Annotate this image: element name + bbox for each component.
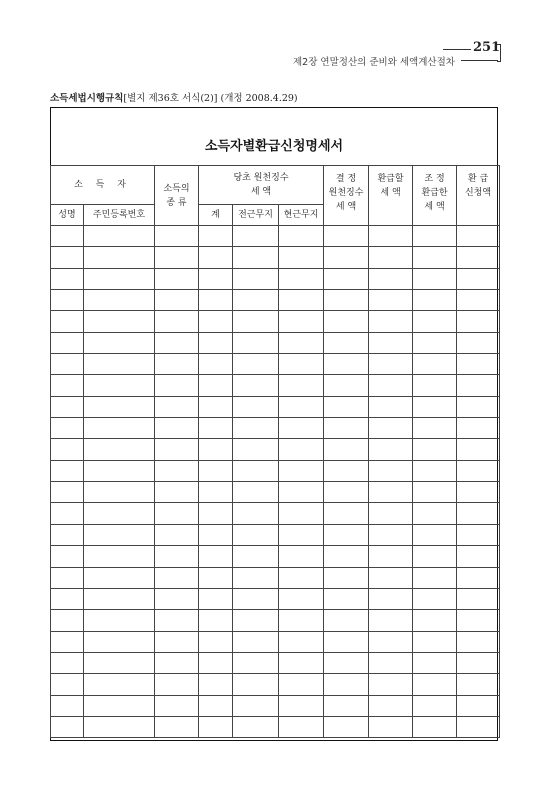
blank-cell-refund-tax[interactable] (369, 652, 413, 673)
blank-cell-refund-tax[interactable] (369, 247, 413, 268)
blank-cell-adjusted-refund[interactable] (413, 418, 457, 439)
blank-cell-refund-claim[interactable] (457, 247, 500, 268)
table-row (51, 695, 500, 716)
blank-cell-previous-work[interactable] (233, 268, 279, 289)
blank-cell-resident-id[interactable] (84, 610, 155, 631)
page-number: 251 (473, 40, 501, 55)
blank-cell-refund-tax[interactable] (369, 482, 413, 503)
header-current-work: 현근무지 (279, 205, 324, 226)
blank-cell-previous-work[interactable] (233, 226, 279, 247)
blank-cell-refund-tax[interactable] (369, 396, 413, 417)
blank-cell-decided-tax[interactable] (324, 588, 369, 609)
blank-cell-income-type[interactable] (155, 311, 199, 332)
blank-cell-resident-id[interactable] (84, 332, 155, 353)
blank-cell-current-work[interactable] (279, 588, 324, 609)
table-row (51, 588, 500, 609)
blank-cell-refund-claim[interactable] (457, 482, 500, 503)
blank-cell-decided-tax[interactable] (324, 631, 369, 652)
blank-cell-refund-tax[interactable] (369, 290, 413, 311)
blank-cell-refund-tax[interactable] (369, 588, 413, 609)
blank-cell-resident-id[interactable] (84, 375, 155, 396)
table-row (51, 631, 500, 652)
blank-cell-refund-tax[interactable] (369, 503, 413, 524)
blank-cell-adjusted-refund[interactable] (413, 503, 457, 524)
blank-cell-adjusted-refund[interactable] (413, 482, 457, 503)
blank-cell-current-work[interactable] (279, 439, 324, 460)
blank-cell-total[interactable] (199, 460, 233, 481)
blank-cell-name[interactable] (51, 418, 84, 439)
table-row (51, 567, 500, 588)
blank-cell-refund-tax[interactable] (369, 695, 413, 716)
blank-cell-current-work[interactable] (279, 716, 324, 737)
blank-cell-decided-tax[interactable] (324, 482, 369, 503)
blank-cell-name[interactable] (51, 247, 84, 268)
blank-cell-previous-work[interactable] (233, 674, 279, 695)
blank-cell-refund-claim[interactable] (457, 652, 500, 673)
blank-cell-current-work[interactable] (279, 354, 324, 375)
blank-cell-resident-id[interactable] (84, 695, 155, 716)
header-rule-bottom (461, 60, 498, 61)
blank-cell-income-type[interactable] (155, 631, 199, 652)
blank-cell-refund-tax[interactable] (369, 610, 413, 631)
blank-cell-name[interactable] (51, 290, 84, 311)
blank-cell-adjusted-refund[interactable] (413, 524, 457, 545)
blank-cell-income-type[interactable] (155, 268, 199, 289)
blank-cell-current-work[interactable] (279, 503, 324, 524)
blank-cell-adjusted-refund[interactable] (413, 674, 457, 695)
blank-cell-current-work[interactable] (279, 332, 324, 353)
blank-cell-total[interactable] (199, 482, 233, 503)
blank-cell-refund-claim[interactable] (457, 290, 500, 311)
blank-cell-total[interactable] (199, 567, 233, 588)
law-name: 소득세법시행규칙 (50, 93, 124, 104)
blank-cell-adjusted-refund[interactable] (413, 226, 457, 247)
blank-cell-name[interactable] (51, 226, 84, 247)
blank-cell-adjusted-refund[interactable] (413, 567, 457, 588)
blank-cell-refund-claim[interactable] (457, 396, 500, 417)
header-previous-work: 전근무지 (233, 205, 279, 226)
blank-cell-total[interactable] (199, 588, 233, 609)
table-row (51, 290, 500, 311)
blank-cell-decided-tax[interactable] (324, 247, 369, 268)
blank-cell-current-work[interactable] (279, 311, 324, 332)
blank-cell-current-work[interactable] (279, 610, 324, 631)
blank-cell-decided-tax[interactable] (324, 332, 369, 353)
blank-cell-resident-id[interactable] (84, 567, 155, 588)
blank-cell-previous-work[interactable] (233, 610, 279, 631)
blank-cell-name[interactable] (51, 396, 84, 417)
blank-cell-adjusted-refund[interactable] (413, 247, 457, 268)
blank-cell-resident-id[interactable] (84, 524, 155, 545)
blank-cell-refund-tax[interactable] (369, 226, 413, 247)
blank-cell-refund-tax[interactable] (369, 332, 413, 353)
table-row (51, 396, 500, 417)
blank-cell-name[interactable] (51, 460, 84, 481)
table-row (51, 375, 500, 396)
table-row (51, 524, 500, 545)
blank-cell-current-work[interactable] (279, 418, 324, 439)
blank-cell-total[interactable] (199, 247, 233, 268)
blank-cell-previous-work[interactable] (233, 354, 279, 375)
blank-cell-current-work[interactable] (279, 375, 324, 396)
blank-cell-resident-id[interactable] (84, 482, 155, 503)
header-row-1 (51, 166, 500, 205)
blank-cell-income-type[interactable] (155, 503, 199, 524)
blank-cell-refund-claim[interactable] (457, 439, 500, 460)
blank-cell-refund-claim[interactable] (457, 226, 500, 247)
blank-cell-income-type[interactable] (155, 610, 199, 631)
table-row (51, 226, 500, 247)
blank-cell-name[interactable] (51, 567, 84, 588)
blank-cell-income-type[interactable] (155, 332, 199, 353)
blank-cell-decided-tax[interactable] (324, 354, 369, 375)
blank-cell-previous-work[interactable] (233, 546, 279, 567)
blank-cell-total[interactable] (199, 439, 233, 460)
blank-cell-resident-id[interactable] (84, 418, 155, 439)
blank-cell-refund-claim[interactable] (457, 524, 500, 545)
blank-cell-refund-tax[interactable] (369, 460, 413, 481)
blank-cell-name[interactable] (51, 610, 84, 631)
blank-cell-adjusted-refund[interactable] (413, 268, 457, 289)
blank-cell-refund-claim[interactable] (457, 631, 500, 652)
table-row (51, 503, 500, 524)
blank-cell-name[interactable] (51, 631, 84, 652)
table-row (51, 674, 500, 695)
blank-cell-name[interactable] (51, 482, 84, 503)
blank-cell-decided-tax[interactable] (324, 290, 369, 311)
blank-cell-income-type[interactable] (155, 226, 199, 247)
blank-cell-resident-id[interactable] (84, 652, 155, 673)
header-refund-tax: 환급할 세 액 (369, 166, 413, 226)
blank-cell-previous-work[interactable] (233, 503, 279, 524)
blank-cell-total[interactable] (199, 524, 233, 545)
blank-cell-name[interactable] (51, 716, 84, 737)
blank-cell-resident-id[interactable] (84, 268, 155, 289)
blank-cell-income-type[interactable] (155, 482, 199, 503)
blank-cell-refund-claim[interactable] (457, 503, 500, 524)
blank-cell-refund-tax[interactable] (369, 674, 413, 695)
blank-cell-decided-tax[interactable] (324, 674, 369, 695)
header-rule-top (443, 49, 471, 50)
blank-cell-current-work[interactable] (279, 226, 324, 247)
blank-cell-refund-claim[interactable] (457, 716, 500, 737)
blank-cell-name[interactable] (51, 524, 84, 545)
header-total: 계 (199, 205, 233, 226)
blank-cell-previous-work[interactable] (233, 631, 279, 652)
blank-cell-decided-tax[interactable] (324, 268, 369, 289)
blank-cell-adjusted-refund[interactable] (413, 290, 457, 311)
chapter-title: 제2장 연말정산의 준비와 세액계산절차 (293, 57, 455, 68)
header-decided-tax: 결 정 원천징수 세 액 (324, 166, 369, 226)
table-row (51, 439, 500, 460)
blank-cell-total[interactable] (199, 418, 233, 439)
blank-cell-income-type[interactable] (155, 546, 199, 567)
blank-cell-refund-tax[interactable] (369, 546, 413, 567)
blank-cell-decided-tax[interactable] (324, 546, 369, 567)
blank-cell-resident-id[interactable] (84, 460, 155, 481)
blank-cell-resident-id[interactable] (84, 674, 155, 695)
blank-cell-refund-tax[interactable] (369, 439, 413, 460)
blank-cell-adjusted-refund[interactable] (413, 546, 457, 567)
blank-cell-refund-tax[interactable] (369, 567, 413, 588)
blank-cell-decided-tax[interactable] (324, 503, 369, 524)
blank-cell-current-work[interactable] (279, 567, 324, 588)
blank-cell-current-work[interactable] (279, 460, 324, 481)
blank-cell-total[interactable] (199, 332, 233, 353)
blank-cell-refund-claim[interactable] (457, 268, 500, 289)
blank-cell-adjusted-refund[interactable] (413, 375, 457, 396)
blank-cell-refund-claim[interactable] (457, 610, 500, 631)
blank-cell-total[interactable] (199, 354, 233, 375)
blank-cell-previous-work[interactable] (233, 695, 279, 716)
blank-cell-income-type[interactable] (155, 439, 199, 460)
form-title: 소득자별환급신청명세서 (204, 139, 344, 154)
blank-cell-previous-work[interactable] (233, 375, 279, 396)
blank-cell-name[interactable] (51, 503, 84, 524)
blank-cell-resident-id[interactable] (84, 546, 155, 567)
blank-cell-refund-claim[interactable] (457, 375, 500, 396)
blank-cell-refund-claim[interactable] (457, 567, 500, 588)
header-income-earner: 소 득 자 (51, 166, 155, 205)
blank-cell-income-type[interactable] (155, 652, 199, 673)
blank-cell-previous-work[interactable] (233, 567, 279, 588)
blank-cell-income-type[interactable] (155, 418, 199, 439)
blank-cell-resident-id[interactable] (84, 354, 155, 375)
blank-cell-total[interactable] (199, 396, 233, 417)
blank-cell-refund-claim[interactable] (457, 332, 500, 353)
blank-cell-decided-tax[interactable] (324, 567, 369, 588)
blank-cell-adjusted-refund[interactable] (413, 695, 457, 716)
blank-cell-refund-claim[interactable] (457, 418, 500, 439)
form-appendix-number: [별지 제36호 서식(2)] (개정 2008.4.29) (123, 93, 298, 104)
blank-cell-refund-tax[interactable] (369, 311, 413, 332)
blank-cell-decided-tax[interactable] (324, 226, 369, 247)
table-row (51, 482, 500, 503)
blank-cell-name[interactable] (51, 268, 84, 289)
blank-cell-name[interactable] (51, 311, 84, 332)
blank-cell-adjusted-refund[interactable] (413, 332, 457, 353)
blank-cell-refund-claim[interactable] (457, 311, 500, 332)
blank-cell-total[interactable] (199, 674, 233, 695)
blank-cell-previous-work[interactable] (233, 439, 279, 460)
blank-cell-total[interactable] (199, 610, 233, 631)
table-row (51, 546, 500, 567)
form-reference (50, 90, 298, 104)
blank-cell-previous-work[interactable] (233, 524, 279, 545)
blank-cell-resident-id[interactable] (84, 631, 155, 652)
blank-cell-total[interactable] (199, 226, 233, 247)
blank-cell-name[interactable] (51, 588, 84, 609)
blank-cell-decided-tax[interactable] (324, 375, 369, 396)
blank-cell-name[interactable] (51, 674, 84, 695)
blank-cell-total[interactable] (199, 290, 233, 311)
blank-cell-income-type[interactable] (155, 375, 199, 396)
blank-cell-resident-id[interactable] (84, 247, 155, 268)
blank-cell-total[interactable] (199, 716, 233, 737)
blank-cell-income-type[interactable] (155, 354, 199, 375)
blank-cell-resident-id[interactable] (84, 588, 155, 609)
refund-claim-table (50, 165, 500, 738)
header-adjusted-refund: 조 정 환급한 세 액 (413, 166, 457, 226)
blank-cell-current-work[interactable] (279, 524, 324, 545)
blank-cell-refund-tax[interactable] (369, 268, 413, 289)
blank-cell-name[interactable] (51, 695, 84, 716)
blank-cell-refund-tax[interactable] (369, 375, 413, 396)
blank-cell-refund-tax[interactable] (369, 354, 413, 375)
blank-cell-refund-claim[interactable] (457, 674, 500, 695)
blank-cell-resident-id[interactable] (84, 503, 155, 524)
header-refund-claim: 환 급 신청액 (457, 166, 500, 226)
header-withholding-tax: 당초 원천징수 세 액 (199, 166, 324, 205)
blank-cell-adjusted-refund[interactable] (413, 716, 457, 737)
blank-cell-total[interactable] (199, 652, 233, 673)
blank-cell-current-work[interactable] (279, 247, 324, 268)
blank-cell-current-work[interactable] (279, 546, 324, 567)
blank-cell-adjusted-refund[interactable] (413, 652, 457, 673)
blank-cell-refund-claim[interactable] (457, 460, 500, 481)
blank-cell-total[interactable] (199, 268, 233, 289)
blank-cell-total[interactable] (199, 546, 233, 567)
blank-cell-income-type[interactable] (155, 567, 199, 588)
blank-cell-name[interactable] (51, 332, 84, 353)
blank-cell-previous-work[interactable] (233, 247, 279, 268)
header-income-type: 소득의 종 류 (155, 166, 199, 226)
blank-cell-decided-tax[interactable] (324, 311, 369, 332)
blank-cell-adjusted-refund[interactable] (413, 439, 457, 460)
blank-cell-decided-tax[interactable] (324, 439, 369, 460)
blank-cell-adjusted-refund[interactable] (413, 396, 457, 417)
table-row (51, 716, 500, 737)
table-row (51, 311, 500, 332)
blank-cell-resident-id[interactable] (84, 716, 155, 737)
blank-cell-income-type[interactable] (155, 716, 199, 737)
blank-cell-current-work[interactable] (279, 268, 324, 289)
blank-cell-refund-claim[interactable] (457, 546, 500, 567)
blank-cell-income-type[interactable] (155, 674, 199, 695)
blank-cell-previous-work[interactable] (233, 588, 279, 609)
blank-cell-name[interactable] (51, 439, 84, 460)
blank-cell-income-type[interactable] (155, 396, 199, 417)
blank-cell-total[interactable] (199, 631, 233, 652)
blank-cell-resident-id[interactable] (84, 290, 155, 311)
blank-cell-adjusted-refund[interactable] (413, 631, 457, 652)
blank-cell-adjusted-refund[interactable] (413, 588, 457, 609)
blank-cell-current-work[interactable] (279, 482, 324, 503)
blank-cell-refund-tax[interactable] (369, 524, 413, 545)
blank-cell-previous-work[interactable] (233, 652, 279, 673)
table-row (51, 652, 500, 673)
table-row (51, 247, 500, 268)
blank-cell-decided-tax[interactable] (324, 396, 369, 417)
blank-cell-current-work[interactable] (279, 674, 324, 695)
blank-cell-current-work[interactable] (279, 695, 324, 716)
blank-cell-current-work[interactable] (279, 290, 324, 311)
blank-cell-total[interactable] (199, 503, 233, 524)
blank-cell-name[interactable] (51, 375, 84, 396)
refund-claim-form (50, 107, 498, 741)
blank-cell-decided-tax[interactable] (324, 524, 369, 545)
blank-cell-income-type[interactable] (155, 460, 199, 481)
blank-cell-decided-tax[interactable] (324, 610, 369, 631)
blank-cell-adjusted-refund[interactable] (413, 610, 457, 631)
table-row (51, 268, 500, 289)
blank-cell-name[interactable] (51, 354, 84, 375)
blank-cell-income-type[interactable] (155, 290, 199, 311)
blank-cell-refund-claim[interactable] (457, 354, 500, 375)
blank-cell-resident-id[interactable] (84, 311, 155, 332)
blank-cell-previous-work[interactable] (233, 332, 279, 353)
blank-cell-total[interactable] (199, 695, 233, 716)
blank-cell-adjusted-refund[interactable] (413, 460, 457, 481)
blank-cell-income-type[interactable] (155, 247, 199, 268)
table-row (51, 332, 500, 353)
blank-cell-income-type[interactable] (155, 588, 199, 609)
blank-cell-refund-claim[interactable] (457, 695, 500, 716)
blank-cell-decided-tax[interactable] (324, 418, 369, 439)
blank-cell-current-work[interactable] (279, 652, 324, 673)
blank-cell-income-type[interactable] (155, 695, 199, 716)
blank-cell-previous-work[interactable] (233, 716, 279, 737)
blank-cell-previous-work[interactable] (233, 396, 279, 417)
blank-cell-name[interactable] (51, 546, 84, 567)
blank-cell-resident-id[interactable] (84, 439, 155, 460)
blank-cell-decided-tax[interactable] (324, 716, 369, 737)
blank-cell-resident-id[interactable] (84, 226, 155, 247)
blank-cell-refund-tax[interactable] (369, 418, 413, 439)
blank-cell-previous-work[interactable] (233, 460, 279, 481)
table-row (51, 418, 500, 439)
blank-cell-previous-work[interactable] (233, 418, 279, 439)
blank-cell-refund-tax[interactable] (369, 631, 413, 652)
blank-cell-total[interactable] (199, 375, 233, 396)
blank-cell-total[interactable] (199, 311, 233, 332)
blank-cell-adjusted-refund[interactable] (413, 311, 457, 332)
table-row (51, 610, 500, 631)
blank-cell-resident-id[interactable] (84, 396, 155, 417)
blank-cell-previous-work[interactable] (233, 482, 279, 503)
table-row (51, 460, 500, 481)
blank-cell-decided-tax[interactable] (324, 695, 369, 716)
blank-cell-refund-claim[interactable] (457, 588, 500, 609)
blank-cell-current-work[interactable] (279, 396, 324, 417)
blank-cell-previous-work[interactable] (233, 290, 279, 311)
blank-cell-decided-tax[interactable] (324, 652, 369, 673)
blank-cell-decided-tax[interactable] (324, 460, 369, 481)
header-resident-id: 주민등록번호 (84, 205, 155, 226)
blank-cell-income-type[interactable] (155, 524, 199, 545)
blank-cell-current-work[interactable] (279, 631, 324, 652)
blank-cell-adjusted-refund[interactable] (413, 354, 457, 375)
blank-cell-refund-tax[interactable] (369, 716, 413, 737)
blank-cell-previous-work[interactable] (233, 311, 279, 332)
blank-cell-name[interactable] (51, 652, 84, 673)
table-row (51, 354, 500, 375)
header-name: 성명 (51, 205, 84, 226)
